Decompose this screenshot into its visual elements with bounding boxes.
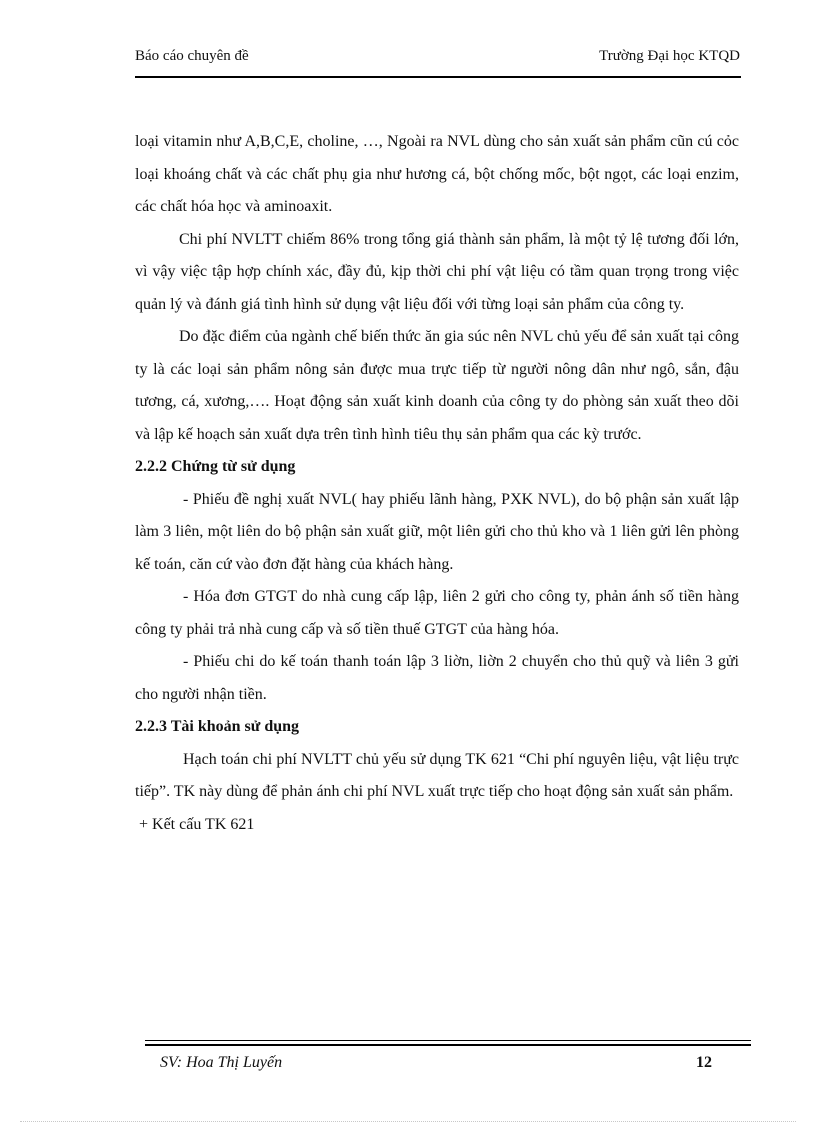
paragraph-materials: loại vitamin như A,B,C,E, choline, …, Ngoài ra NVL dùng cho sản xuất sản phẩm cũn cú cỏc loại khoáng chất và các chất phụ gia như hương cá, bột chống mốc, bột ngọt, các loại enzim, các chất hóa học và aminoaxit. [135,133,739,215]
footer-divider-thin [145,1040,751,1041]
paragraph-account-621: Hạch toán chi phí NVLTT chủ yếu sử dụng TK 621 “Chi phí nguyên liệu, vật liệu trực tiếp”. TK này dùng để phản ánh chi phí NVL xuất trực tiếp cho hoạt động sản xuất sản phẩm. [135,750,739,800]
header-divider [135,76,741,78]
footer-author: SV: Hoa Thị Luyến [160,1054,283,1071]
paragraph-request-slip: - Phiếu đề nghị xuất NVL( hay phiếu lãnh hàng, PXK NVL), do bộ phận sản xuất lập làm 3 liên, một liên do bộ phận sản xuất giữ, một liên gửi cho thủ kho và 1 liên gửi lên phòng kế toán, căn cứ vào đơn đặt hàng của khách hàng. [135,490,739,573]
page-footer [160,1054,712,1078]
section-heading-accounts: 2.2.3 Tài khoản sử dụng [135,718,300,735]
page-header [135,48,740,70]
paragraph-payment-slip: - Phiếu chi do kế toán thanh toán lập 3 liờn, liờn 2 chuyển cho thủ quỹ và liên 3 gửi cho người nhận tiền. [135,653,739,703]
page-content [135,126,739,841]
paragraph-industry: Do đặc điểm của ngành chế biến thức ăn gia súc nên NVL chủ yếu để sản xuất tại công ty là các loại sản phẩm nông sản được mua trực tiếp từ người nông dân như ngô, sắn, đậu tương, cá, xương,…. Hoạt động sản xuất kinh doanh của công ty do phòng sản xuất theo dõi và lập kế hoạch sản xuất dựa trên tình hình tiêu thụ sản phẩm qua các kỳ trước. [135,328,739,443]
section-heading-documents: 2.2.2 Chứng từ sử dụng [135,458,296,475]
paragraph-vat-invoice: - Hóa đơn GTGT do nhà cung cấp lập, liên 2 gửi cho công ty, phản ánh số tiền hàng công ty phải trả nhà cung cấp và số tiền thuế GTGT của hàng hóa. [135,588,739,638]
page-bottom-border [20,1121,796,1122]
footer-divider-thick [145,1044,751,1046]
header-report-title: Báo cáo chuyên đề [135,48,249,64]
header-university: Trường Đại học KTQD [599,48,740,64]
paragraph-structure: + Kết cấu TK 621 [139,815,255,833]
paragraph-cost-ratio: Chi phí NVLTT chiếm 86% trong tổng giá thành sản phẩm, là một tỷ lệ tương đối lớn, vì vậy việc tập hợp chính xác, đầy đủ, kịp thời chi phí vật liệu có tầm quan trọng trong việc quản lý và đánh giá tình hình sử dụng vật liệu đối với từng loại sản phẩm của công ty. [135,230,739,313]
page-number: 12 [696,1054,712,1071]
